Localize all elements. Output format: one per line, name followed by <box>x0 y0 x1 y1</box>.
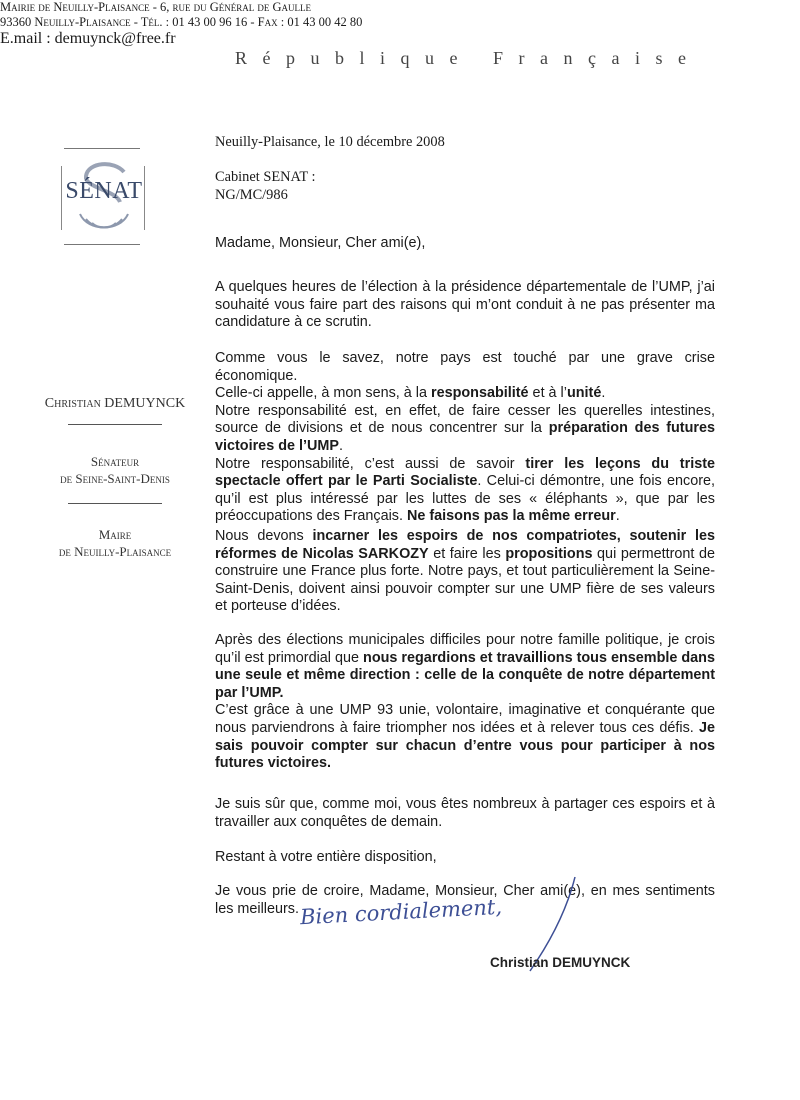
sidebar-senateur-place: de Seine-Saint-Denis <box>60 471 170 486</box>
logo-bottom-rule <box>64 244 140 245</box>
closing-paragraph: Je vous prie de croire, Madame, Monsieur, Cher ami(e), en mes sentiments les meilleurs. <box>215 883 715 917</box>
logo-text: SÉNAT <box>65 178 143 204</box>
letter-salutation: Madame, Monsieur, Cher ami(e), <box>215 235 426 251</box>
letter-date: Neuilly-Plaisance, le 10 décembre 2008 <box>215 134 445 150</box>
cabinet-ref: NG/MC/986 <box>215 186 288 203</box>
paragraph-5: Je suis sûr que, comme moi, vous êtes nombreux à partager ces espoirs et à travailler aux conquêtes de demain. <box>215 796 715 830</box>
letterhead-republique: République Française <box>235 48 702 68</box>
sidebar-senateur-title: Sénateur <box>90 454 140 469</box>
logo-top-rule <box>64 148 140 149</box>
handwritten-note: Bien cordialement, <box>299 894 503 930</box>
sidebar-maire-place: de Neuilly-Plaisance <box>58 544 172 559</box>
paragraph-2-line-d: Notre responsabilité, c’est aussi de savoir tirer les leçons du triste spectacle offert par le Parti Socialiste. Celui-ci démontre, une fois encore, qu’il est plus intéressé par les luttes de ses « éléphants », que par les préoccupations des Français. Ne faisons pas la même erreur. <box>215 455 715 525</box>
footer-email: E.mail : demuynck@free.fr <box>0 30 176 47</box>
paragraph-2-line-c: Notre responsabilité est, en effet, de faire cesser les querelles intestines, source de divisions et de nous concentrer sur la préparation des futures victoires de l’UMP. <box>215 402 715 454</box>
sidebar-name: Christian DEMUYNCK <box>44 396 186 411</box>
paragraph-4 <box>215 632 715 773</box>
letter-reference <box>215 169 715 204</box>
paragraph-2-line-b: Celle-ci appelle, à mon sens, à la responsabilité et à l’unité. <box>215 385 606 402</box>
paragraph-1: A quelques heures de l’élection à la présidence départementale de l’UMP, j’ai souhaité vous faire part des raisons qui m’ont conduit à ne pas présenter ma candidature à ce scrutin. <box>215 279 715 331</box>
paragraph-2-line-a: Comme vous le savez, notre pays est touché par une grave crise économique. <box>215 350 715 384</box>
paragraph-4-line-a: Après des élections municipales difficiles pour notre famille politique, je crois qu’il est primordial que nous regardions et travaillions tous ensemble dans une seule et même direction : celle de la conquête de notre département par l’UMP. <box>215 632 715 701</box>
footer-phone-fax: 93360 Neuilly-Plaisance - Tél. : 01 43 00 96 16 - Fax : 01 43 00 42 80 <box>0 15 363 29</box>
footer-address: Mairie de Neuilly-Plaisance - 6, rue du Général de Gaulle <box>0 0 312 14</box>
sidebar-rule-2 <box>68 503 162 504</box>
signature-name: Christian DEMUYNCK <box>490 955 631 970</box>
sidebar-rule-1 <box>68 424 162 425</box>
senat-logo <box>58 148 150 248</box>
paragraph-4-line-b: C’est grâce à une UMP 93 unie, volontaire, imaginative et conquérante que nous parviendrons à faire triompher nos idées et à relever tous ces défis. Je sais pouvoir compter sur chacun d’entre vous pour participer à nos futures victoires. <box>215 702 715 772</box>
sidebar-maire-title: Maire <box>98 527 132 542</box>
paragraph-3: Nous devons incarner les espoirs de nos compatriotes, soutenir les réformes de Nicolas SARKOZY et faire les propositions qui permettront de construire une France plus forte. Notre pays, et tout particulièrement la Seine-Saint-Denis, doivent ainsi pouvoir compter sur une UMP fière de ses valeurs et porteuse d’idées. <box>215 528 716 615</box>
sidebar-senateur <box>35 453 195 487</box>
sidebar-maire <box>35 526 195 560</box>
paragraph-6: Restant à votre entière disposition, <box>215 849 437 865</box>
cabinet-label: Cabinet SENAT : <box>215 169 316 185</box>
paragraph-2 <box>215 350 715 526</box>
